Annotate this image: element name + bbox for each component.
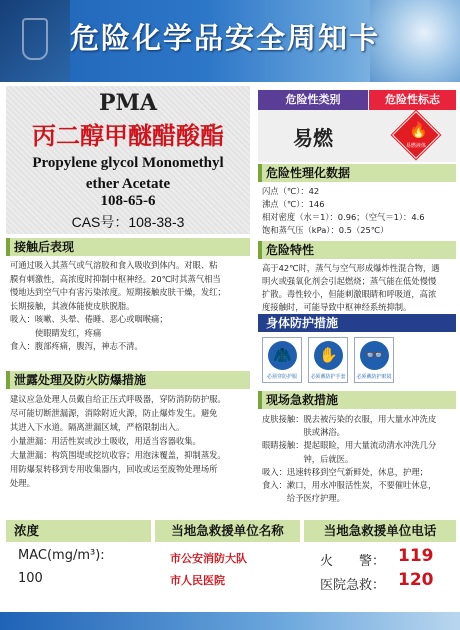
ppe-caption: 必须穿防护服 [266, 374, 297, 380]
contact-symptoms-header: 接触后表现 [6, 238, 250, 256]
hazard-properties-body [262, 262, 456, 314]
hospital-phone-number: 120 [398, 570, 434, 590]
leak-line: 建议应急处理人员戴自给正压式呼吸器，穿防消防防护服。 [10, 394, 226, 404]
gloves-icon: ✋ [314, 341, 343, 370]
contact-line: 可通过吸入其蒸气或气溶胶和食入吸收到体内。对眼、粘 [10, 260, 218, 270]
card-title: 危险化学品安全周知卡 [69, 21, 380, 55]
concentration-header: 浓度 [6, 520, 151, 542]
leak-line: 小量泄漏：用活性炭或沙土吸收，用适当容器收集。 [10, 436, 201, 446]
ppe-caption: 必须戴防护眼镜 [356, 374, 392, 380]
flame-icon: 🔥 [409, 121, 428, 139]
hazard-properties-line: 明火或强氧化剂会引起燃烧；蒸气能在低处慢慢 [262, 276, 437, 286]
chemical-identity-panel [6, 86, 250, 234]
contact-line: 使眼睛发红，疼痛 [10, 327, 102, 338]
leak-line: 大量泄漏：构筑围堤或挖坑收容；用泡沫覆盖，抑制蒸发。 [10, 450, 226, 460]
header-banner [0, 0, 460, 82]
physchem-header: 危险性理化数据 [258, 164, 456, 182]
first-aid-line: 给予医疗护理。 [262, 493, 345, 504]
boiling-point: 沸点（℃）：146 [262, 199, 325, 209]
chemical-name-en-line-2: ether Acetate [85, 176, 171, 192]
mac-label: MAC(mg/m³): [18, 548, 105, 563]
rescue-unit-fire: 市公安消防大队 [170, 552, 247, 565]
hazard-category-value: 易燃 [293, 126, 333, 150]
flash-point: 闪点（℃）：42 [262, 186, 320, 196]
leak-line: 处理。 [10, 478, 35, 488]
first-aid-line: 眼睛接触：提起眼睑，用大量流动清水冲洗几分 [262, 440, 437, 451]
chemical-abbreviation: PMA [99, 90, 157, 116]
goggles-sign [354, 337, 394, 383]
ppe-caption: 必须戴防护手套 [310, 374, 346, 380]
rescue-phone-header: 当地急救援单位电话 [304, 520, 456, 542]
flammable-liquid-sign [393, 112, 439, 158]
physchem-body [262, 185, 456, 237]
contact-line: 长期接触，其液体能使皮肤脱脂。 [10, 300, 135, 311]
hazard-properties-line: 高于42℃时，蒸气与空气形成爆炸性混合物，遇 [262, 263, 440, 273]
cas-number-1: 108-65-6 [100, 193, 156, 209]
first-aid-line: 食入：漱口，用水冲服活性炭，不要催吐休息， [262, 480, 437, 491]
first-aid-line: 皮肤接触：脱去被污染的衣服，用大量水冲洗皮 [262, 414, 437, 424]
leak-line: 尽可能切断泄漏源，消除附近火源，防止爆炸发生。避免 [10, 408, 218, 418]
cas-number-2: CAS号：108-38-3 [71, 214, 185, 230]
hazard-properties-header: 危险特性 [258, 241, 456, 259]
protective-suit-icon: 🧥 [268, 341, 297, 370]
hospital-phone-label: 医院急救： [320, 578, 386, 593]
contact-line: 膜有刺激性，高浓度时抑制中枢神经。20℃时其蒸气相当 [10, 273, 221, 284]
hazard-sign-header: 危险性标志 [369, 90, 456, 110]
first-aid-line: 肤或淋浴。 [262, 427, 345, 438]
hazard-properties-line: 扩散。毒性较小，但能刺激眼睛和呼吸道，高浓 [262, 289, 437, 299]
protective-gloves-sign [308, 337, 348, 383]
protective-suit-sign [262, 337, 302, 383]
relative-density: 相对密度（水＝1）：0.96；（空气＝1）：4.6 [262, 212, 425, 222]
vapor-pressure: 饱和蒸气压（kPa）：0.5（25℃） [262, 225, 389, 235]
ppe-header: 身体防护措施 [258, 314, 456, 332]
contact-line: 慢地达到空气中有害污染浓度。短期接触皮肤干燥，发红； [10, 287, 226, 297]
first-aid-header: 现场急救措施 [258, 391, 456, 409]
ppe-icons [262, 337, 456, 385]
leak-handling-body [10, 392, 250, 490]
rescue-unit-header: 当地急救援单位名称 [155, 520, 300, 542]
first-aid-body [262, 413, 456, 505]
hazard-sign-caption: 易燃液体 [405, 143, 426, 149]
first-aid-line: 吸入：迅速转移到空气新鲜处，休息，护理； [262, 466, 428, 477]
hazard-properties-line: 度接触时，可能导致中枢神经系统抑制。 [262, 302, 412, 312]
contact-symptoms-body [10, 259, 250, 354]
mac-value: 100 [18, 571, 43, 586]
leak-handling-header: 泄露处理及防火防爆措施 [6, 371, 250, 389]
contact-line: 食入：腹部疼痛，腹泻，神志不清。 [10, 341, 143, 351]
fire-phone-number: 119 [398, 546, 434, 566]
chemical-name-en-line-1: Propylene glycol Monomethyl [32, 155, 224, 171]
leak-line: 其进入下水道。隔离泄漏区域，严格限制出入。 [10, 422, 185, 432]
hazard-category-header: 危险性类别 [258, 90, 368, 110]
leak-line: 用防爆泵转移到专用收集器内，回收或运至废物处理场所 [10, 464, 218, 474]
contact-line: 吸入：咳嗽、头晕、倦睡、恶心或咽喉痛； [10, 314, 168, 324]
rescue-unit-hospital: 市人民医院 [170, 574, 225, 587]
fire-phone-label: 火 警： [320, 554, 386, 569]
footer-band [0, 612, 460, 630]
chemical-name-cn: 丙二醇甲醚醋酸酯 [32, 121, 224, 150]
goggles-icon: 👓 [360, 341, 389, 370]
first-aid-line: 钟，后就医。 [262, 453, 354, 464]
